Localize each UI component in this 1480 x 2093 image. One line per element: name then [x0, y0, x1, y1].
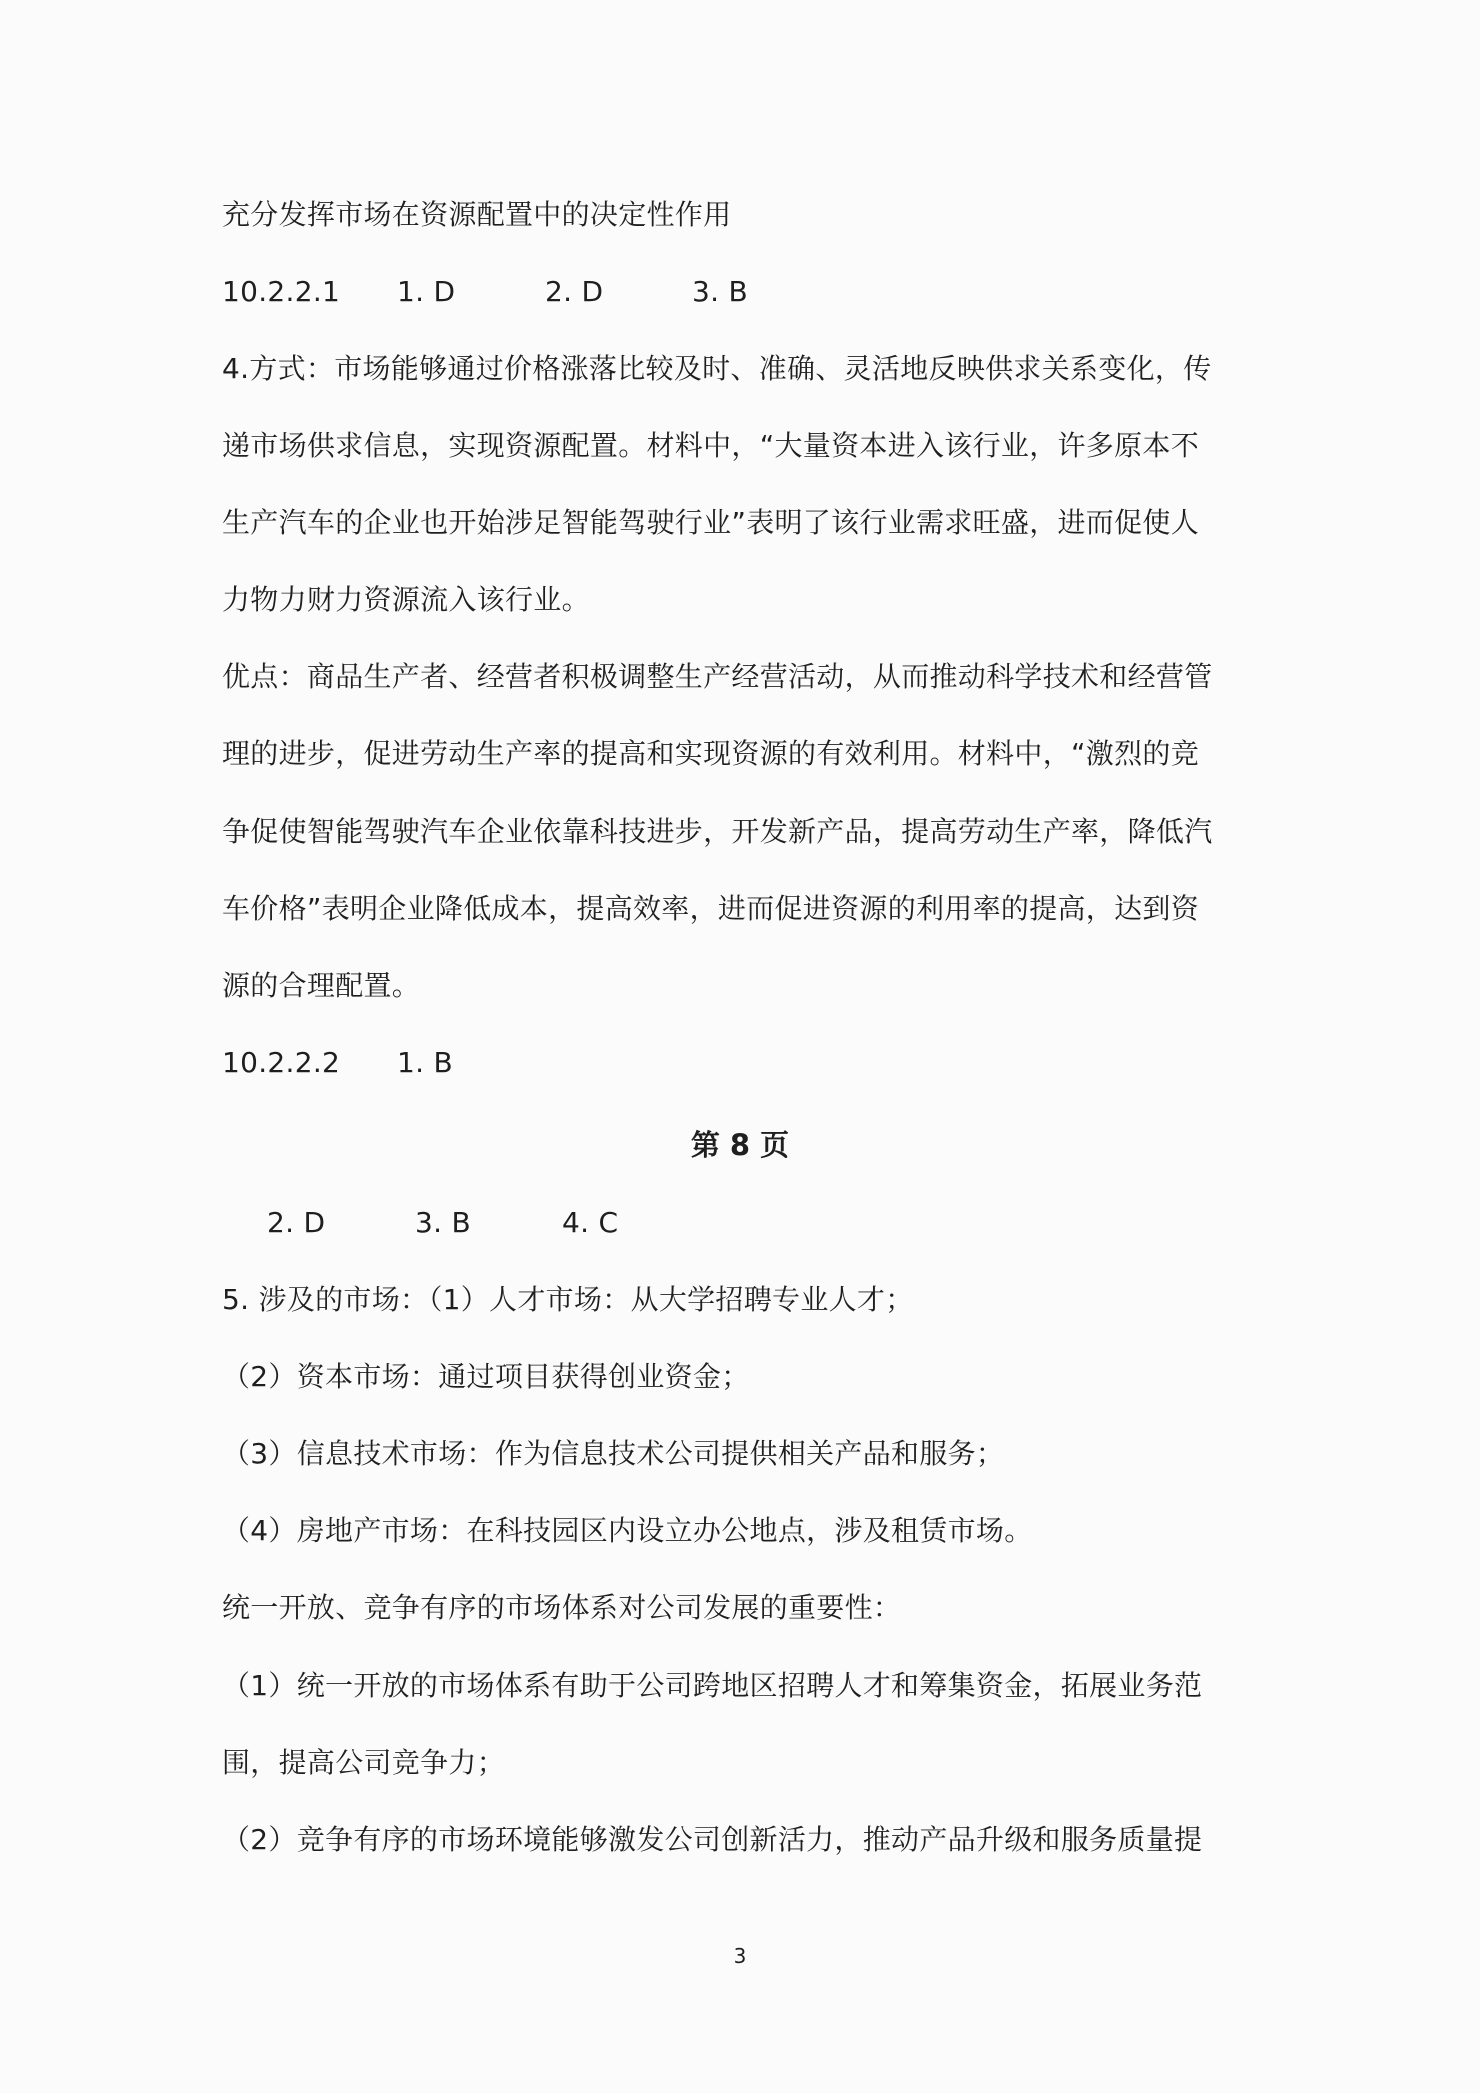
- text-line: 充分发挥市场在资源配置中的决定性作用: [222, 198, 732, 231]
- text-line: （3）信息技术市场：作为信息技术公司提供相关产品和服务；: [222, 1437, 1005, 1470]
- answer: 1. D: [397, 275, 456, 308]
- text-line: 源的合理配置。: [222, 969, 421, 1002]
- text-line: 生产汽车的企业也开始涉足智能驾驶行业”表明了该行业需求旺盛，进而促使人: [222, 506, 1200, 539]
- answer: 1. B: [397, 1046, 454, 1079]
- text-line: 围，提高公司竞争力；: [222, 1746, 506, 1779]
- section-number: 10.2.2.1: [222, 275, 341, 308]
- text-line: 车价格”表明企业降低成本，提高效率，进而促进资源的利用率的提高，达到资: [222, 892, 1200, 925]
- text-line: 争促使智能驾驶汽车企业依靠科技进步，开发新产品，提高劳动生产率，降低汽: [222, 815, 1213, 848]
- text-line: （2）资本市场：通过项目获得创业资金；: [222, 1360, 750, 1393]
- answer: 2. D: [267, 1206, 326, 1239]
- answer-row: [267, 1203, 618, 1243]
- text-line: 力物力财力资源流入该行业。: [222, 583, 590, 616]
- page-number: 3: [733, 1944, 747, 1968]
- answer-row: [222, 1043, 453, 1083]
- answer: 2. D: [545, 275, 604, 308]
- text-line: 统一开放、竞争有序的市场体系对公司发展的重要性：: [222, 1591, 902, 1624]
- text-line: （1）统一开放的市场体系有助于公司跨地区招聘人才和筹集资金，拓展业务范: [222, 1669, 1203, 1702]
- text-line: （4）房地产市场：在科技园区内设立办公地点，涉及租赁市场。: [222, 1514, 1033, 1547]
- text-line: 理的进步，促进劳动生产率的提高和实现资源的有效利用。材料中，“激烈的竞: [222, 737, 1200, 770]
- answer: 3. B: [415, 1206, 472, 1239]
- answer: 4. C: [562, 1206, 619, 1239]
- page-heading: 第 8 页: [690, 1128, 790, 1162]
- text-line: 5. 涉及的市场：（1）人才市场：从大学招聘专业人才；: [222, 1283, 914, 1316]
- text-line: （2）竞争有序的市场环境能够激发公司创新活力，推动产品升级和服务质量提: [222, 1823, 1203, 1856]
- section-number: 10.2.2.2: [222, 1046, 341, 1079]
- text-line: 4.方式：市场能够通过价格涨落比较及时、准确、灵活地反映供求关系变化，传: [222, 352, 1212, 385]
- answer-row: [222, 272, 748, 312]
- text-line: 递市场供求信息，实现资源配置。材料中，“大量资本进入该行业，许多原本不: [222, 429, 1200, 462]
- text-line: 优点：商品生产者、经营者积极调整生产经营活动，从而推动科学技术和经营管: [222, 660, 1213, 693]
- answer: 3. B: [692, 275, 749, 308]
